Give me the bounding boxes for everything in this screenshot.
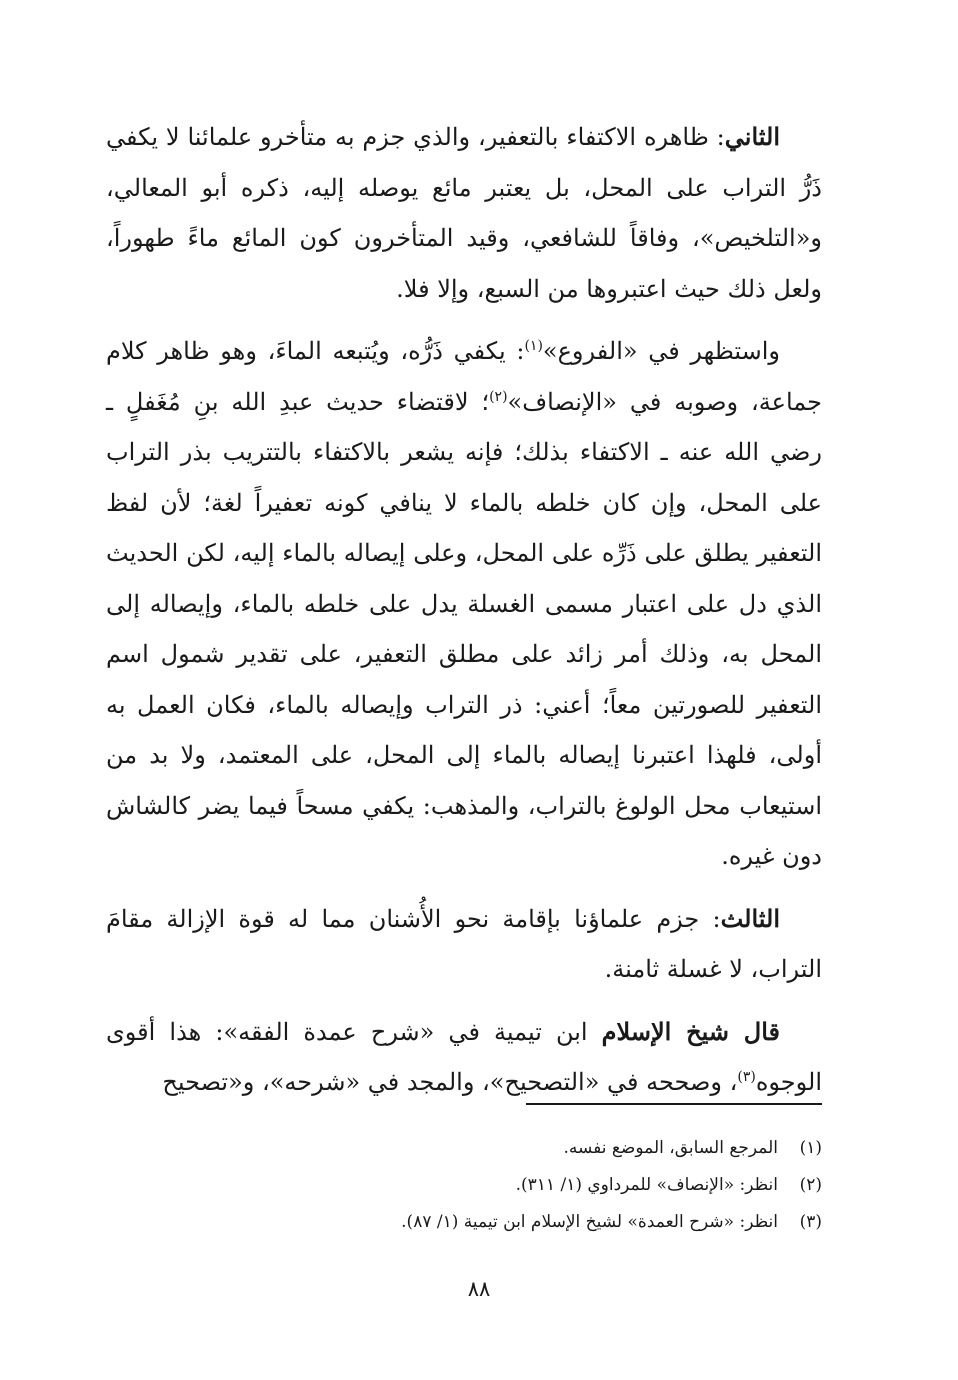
paragraph-second-point	[106, 112, 822, 314]
main-text	[106, 112, 822, 1108]
paragraph-text: : يكفي ذَرُّه، ويُتبعه الماءَ، وهو ظاهر كلام جماعة، وصوبه في «الإنصاف»	[106, 337, 822, 416]
footnote-text: انظر: «الإنصاف» للمرداوي (١/ ٣١١).	[515, 1175, 778, 1195]
footnote-ref-2[interactable]: (٢)	[489, 388, 508, 405]
footnote-item	[106, 1167, 822, 1204]
paragraph-text: ؛ لاقتضاء حديث عبدِ الله بنِ مُغَفلٍ ـ رضي الله عنه ـ الاكتفاء بذلك؛ فإنه يشعر بالاكتفاء بالتتريب بذر التراب على المحل، وإن كان خلطه بالماء لا ينافي كونه تعفيراً لغة؛ لأن لفظ التعفير يطلق على ذَرِّه على المحل، وعلى إيصاله بالماء إليه، لكن الحديث الذي دل على اعتبار مسمى الغسلة يدل على خلطه بالماء، وإيصاله إلى المحل به، وذلك أمر زائد على مطلق التعفير، على تقدير شمول اسم التعفير للصورتين معاً؛ أعني: ذر التراب وإيصاله بالماء، فكان العمل به أولى، فلهذا اعتبرنا إيصاله بالماء إلى المحل، على المعتمد، ولا بد من استيعاب محل الولوغ بالتراب، والمذهب: يكفي مسحاً فيما يضر كالشاش دون غيره.	[106, 387, 823, 870]
footnote-number: (٢)	[799, 1175, 822, 1195]
footnote-number: (٣)	[799, 1212, 822, 1232]
paragraph-text: واستظهر في «الفروع»	[542, 337, 780, 365]
paragraph-lead: الثاني	[724, 122, 780, 151]
paragraph-text: : ظاهره الاكتفاء بالتعفير، والذي جزم به متأخرو علمائنا لا يكفي ذَرُّ التراب على المحل، بل يعتبر مائع يوصله إليه، ذكره أبو المعالي، و«التلخيص»، وفاقاً للشافعي، وقيد المتأخرون كون المائع ماءً طهوراً، ولعل ذلك حيث اعتبروها من السبع، وإلا فلا.	[106, 123, 822, 303]
paragraph-text: ابن تيمية في «شرح عمدة الفقه»: هذا أقوى الوجوه	[106, 1017, 822, 1096]
footnote-text: انظر: «شرح العمدة» لشيخ الإسلام ابن تيمية (١/ ٨٧).	[401, 1212, 778, 1232]
footnote-item	[106, 1130, 822, 1167]
paragraph-ibn-taymiyya	[106, 1007, 822, 1108]
footnote-ref-3[interactable]: (٣)	[737, 1069, 756, 1085]
footnote-number: (١)	[799, 1138, 822, 1158]
paragraph-lead: الثالث	[720, 903, 780, 933]
footnote-text: المرجع السابق، الموضع نفسه.	[563, 1138, 778, 1158]
page-number: ٨٨	[467, 1277, 491, 1301]
paragraph-lead: قال شيخ الإسلام	[601, 1016, 780, 1046]
paragraph-text: : جزم علماؤنا بإقامة نحو الأُشنان مما له قوة الإزالة مقامَ التراب، لا غسلة ثامنة.	[106, 904, 822, 983]
paragraph-furu-discussion	[106, 326, 822, 882]
footnotes	[106, 1130, 822, 1241]
paragraph-third-point	[106, 894, 822, 995]
footnote-item	[106, 1204, 822, 1241]
paragraph-text: ، وصححه في «التصحيح»، والمجد في «شرحه»، و«تصحيح	[162, 1068, 738, 1096]
footnote-ref-1[interactable]: (١)	[524, 338, 543, 354]
footnote-divider	[526, 1103, 822, 1105]
